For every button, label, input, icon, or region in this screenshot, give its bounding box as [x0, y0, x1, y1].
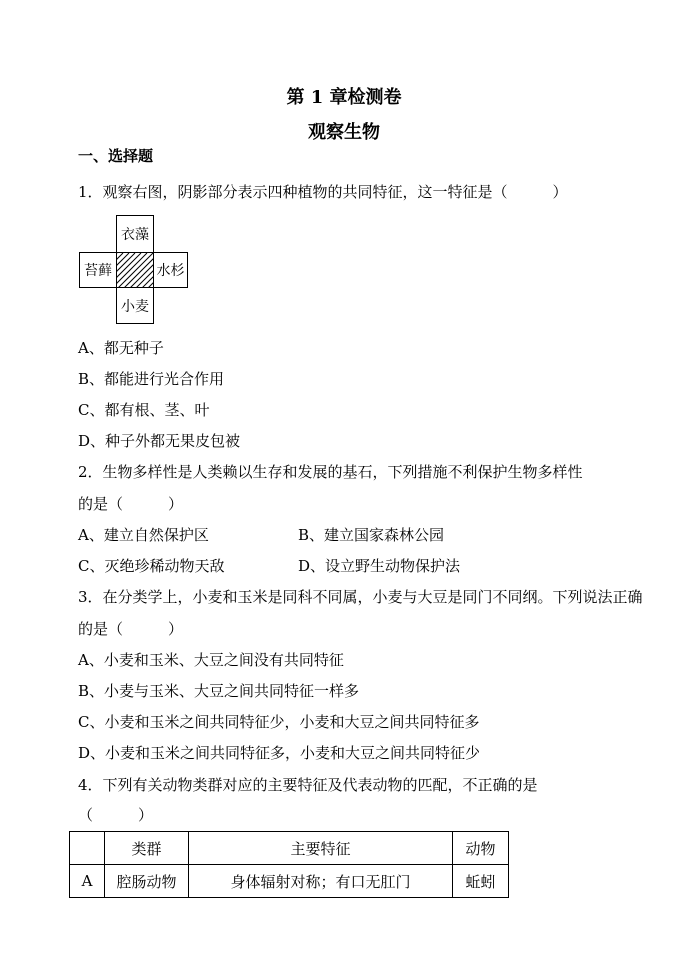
chapter-title: 第 1 章检测卷 [286, 87, 402, 108]
table-header-cell: 类群 [105, 832, 189, 865]
diagram-bottom-label: 小麦 [121, 298, 149, 315]
section-heading: 一、选择题 [78, 147, 154, 165]
q4-stem-line2: （ ） [78, 806, 154, 824]
table-cell: 腔肠动物 [105, 865, 189, 898]
table-header-cell: 主要特征 [189, 832, 453, 865]
table-cell: A [70, 865, 105, 898]
table-header-cell [70, 832, 105, 865]
q4-table [69, 831, 509, 898]
q2-option-a: A、建立自然保护区 [78, 526, 209, 544]
table-cell: 身体辐射对称；有口无肛门 [189, 865, 453, 898]
diagram-left-label: 苔藓 [84, 263, 112, 279]
q1-option-d: D、种子外都无果皮包被 [78, 432, 241, 450]
q3-option-a: A、小麦和玉米、大豆之间没有共同特征 [78, 651, 344, 669]
q2-stem-line1: 2．生物多样性是人类赖以生存和发展的基石，下列措施不利保护生物多样性 [78, 463, 583, 481]
hatch-pattern [117, 253, 154, 288]
q3-option-d: D、小麦和玉米之间共同特征多，小麦和大豆之间共同特征少 [78, 744, 481, 762]
q1-option-c: C、都有根、茎、叶 [78, 401, 210, 419]
q2-option-c: C、灭绝珍稀动物天敌 [78, 557, 225, 575]
q1-stem: 1．观察右图，阴影部分表示四种植物的共同特征，这一特征是（ ） [78, 183, 568, 201]
q1-option-a: A、都无种子 [78, 339, 164, 357]
table-cell: 蚯蚓 [453, 865, 509, 898]
diagram-left-cell [79, 252, 117, 288]
table-header-row [70, 832, 509, 865]
table-row [70, 865, 509, 898]
diagram-shaded-center [116, 252, 154, 288]
page-subtitle: 观察生物 [308, 122, 380, 143]
q1-option-b: B、都能进行光合作用 [78, 370, 225, 388]
diagram-right-cell [153, 252, 188, 288]
q3-stem-line2: 的是（ ） [78, 620, 184, 638]
diagram-bottom-cell [116, 287, 154, 324]
q3-option-c: C、小麦和玉米之间共同特征少，小麦和大豆之间共同特征多 [78, 713, 480, 731]
q3-option-b: B、小麦与玉米、大豆之间共同特征一样多 [78, 682, 360, 700]
q2-option-d: D、设立野生动物保护法 [298, 557, 461, 575]
q3-stem-line1: 3．在分类学上，小麦和玉米是同科不同属，小麦与大豆是同门不同纲。下列说法正确 [78, 588, 643, 606]
q4-stem-line1: 4．下列有关动物类群对应的主要特征及代表动物的匹配，不正确的是 [78, 776, 538, 794]
diagram-top-label: 衣藻 [121, 227, 149, 243]
diagram-right-label: 水杉 [156, 263, 185, 279]
q2-option-b: B、建立国家森林公园 [298, 526, 445, 544]
diagram-top-cell [116, 215, 154, 253]
q2-stem-line2: 的是（ ） [78, 495, 184, 513]
table-header-cell: 动物 [453, 832, 509, 865]
